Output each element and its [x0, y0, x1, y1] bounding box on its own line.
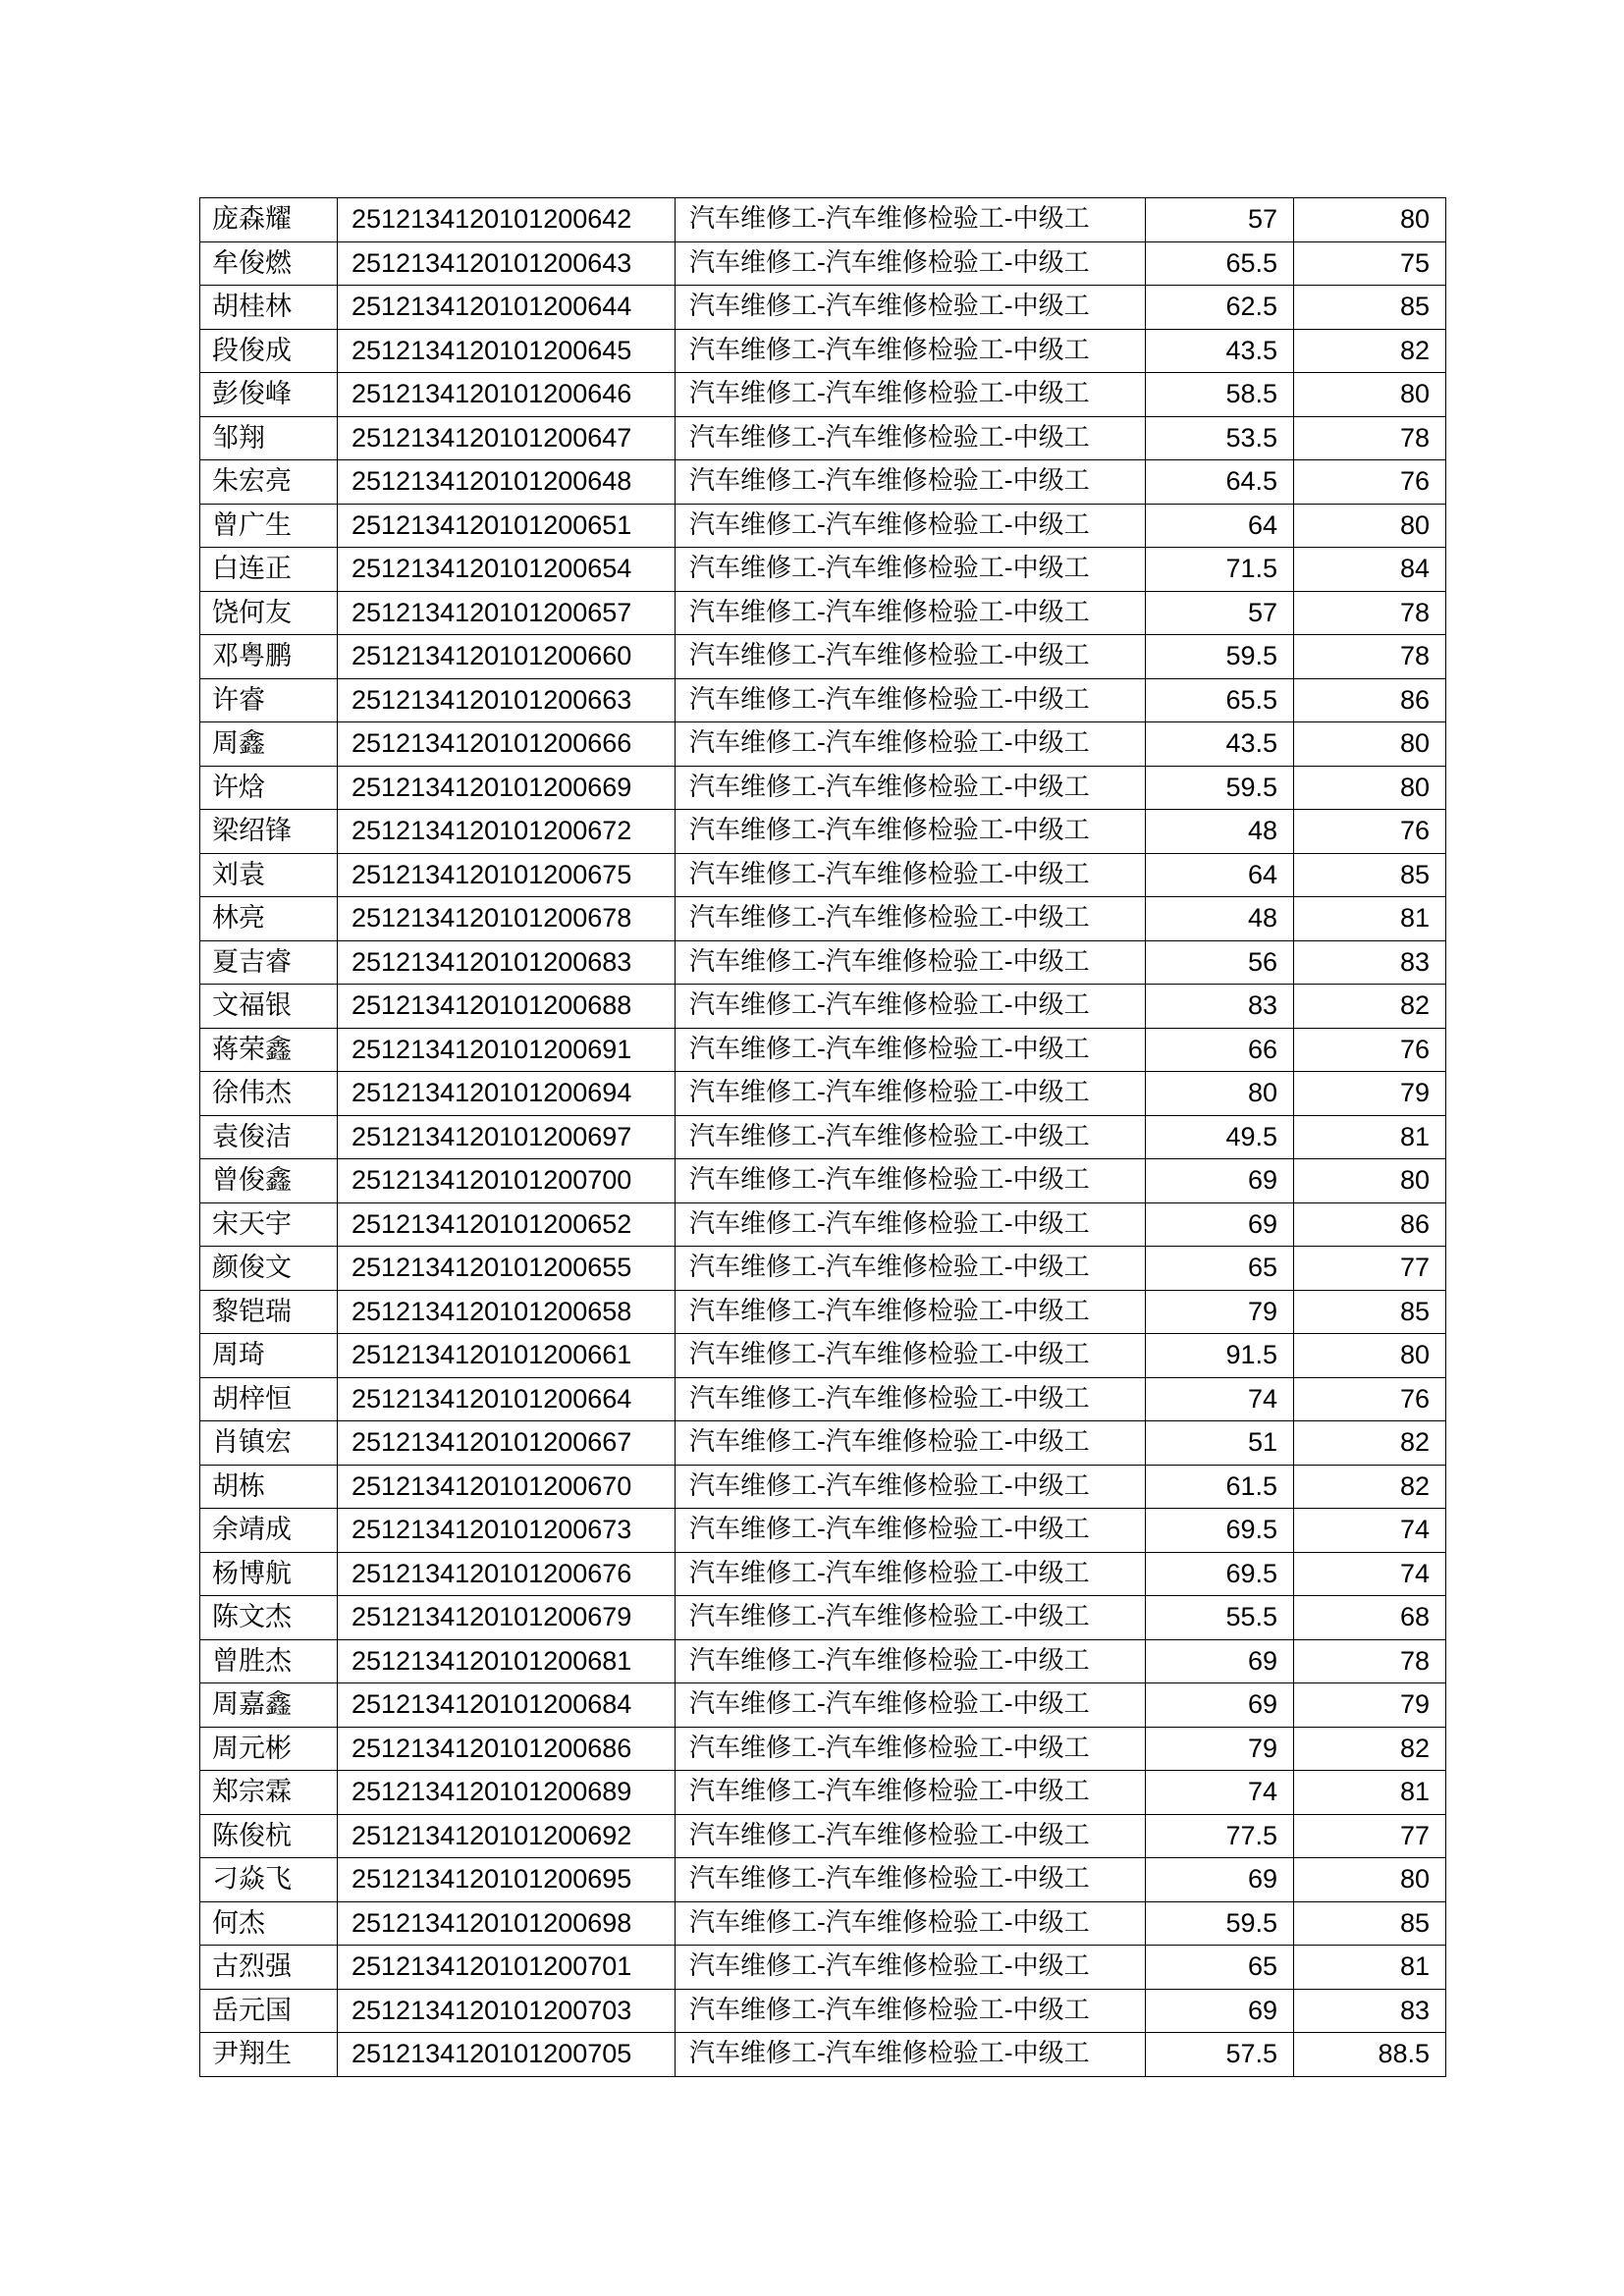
candidate-id-cell: 2512134120101200654: [338, 548, 676, 592]
occupation-cell: 汽车维修工-汽车维修检验工-中级工: [676, 2033, 1146, 2077]
candidate-id-cell: 2512134120101200697: [338, 1115, 676, 1159]
practical-score-cell: 74: [1294, 1509, 1446, 1553]
practical-score-cell: 81: [1294, 1771, 1446, 1815]
practical-score-cell: 84: [1294, 548, 1446, 592]
theory-score-cell: 55.5: [1146, 1596, 1294, 1640]
theory-score-cell: 58.5: [1146, 373, 1294, 417]
table-row: [200, 1727, 1446, 1771]
table-row: [200, 1814, 1446, 1858]
occupation-cell: 汽车维修工-汽车维修检验工-中级工: [676, 198, 1146, 242]
table-row: [200, 1858, 1446, 1902]
table-row: [200, 940, 1446, 985]
candidate-id-cell: 2512134120101200664: [338, 1377, 676, 1421]
table-row: [200, 1202, 1446, 1247]
occupation-cell: 汽车维修工-汽车维修检验工-中级工: [676, 1596, 1146, 1640]
occupation-cell: 汽车维修工-汽车维修检验工-中级工: [676, 460, 1146, 505]
occupation-cell: 汽车维修工-汽车维修检验工-中级工: [676, 1771, 1146, 1815]
candidate-name-cell: 曾胜杰: [200, 1639, 338, 1683]
candidate-id-cell: 2512134120101200644: [338, 286, 676, 330]
practical-score-cell: 79: [1294, 1683, 1446, 1728]
practical-score-cell: 80: [1294, 198, 1446, 242]
occupation-cell: 汽车维修工-汽车维修检验工-中级工: [676, 1683, 1146, 1728]
table-row: [200, 1989, 1446, 2033]
occupation-cell: 汽车维修工-汽车维修检验工-中级工: [676, 1072, 1146, 1116]
candidate-name-cell: 颜俊文: [200, 1247, 338, 1291]
practical-score-cell: 76: [1294, 810, 1446, 854]
occupation-cell: 汽车维修工-汽车维修检验工-中级工: [676, 940, 1146, 985]
candidate-name-cell: 胡栋: [200, 1465, 338, 1509]
candidate-id-cell: 2512134120101200689: [338, 1771, 676, 1815]
candidate-id-cell: 2512134120101200670: [338, 1465, 676, 1509]
practical-score-cell: 75: [1294, 241, 1446, 286]
table-row: [200, 1771, 1446, 1815]
candidate-id-cell: 2512134120101200705: [338, 2033, 676, 2077]
table-row: [200, 1028, 1446, 1072]
practical-score-cell: 85: [1294, 286, 1446, 330]
candidate-id-cell: 2512134120101200655: [338, 1247, 676, 1291]
practical-score-cell: 74: [1294, 1552, 1446, 1596]
candidate-id-cell: 2512134120101200673: [338, 1509, 676, 1553]
practical-score-cell: 76: [1294, 1377, 1446, 1421]
candidate-name-cell: 杨博航: [200, 1552, 338, 1596]
occupation-cell: 汽车维修工-汽车维修检验工-中级工: [676, 810, 1146, 854]
candidate-id-cell: 2512134120101200646: [338, 373, 676, 417]
theory-score-cell: 49.5: [1146, 1115, 1294, 1159]
candidate-name-cell: 梁绍锋: [200, 810, 338, 854]
candidate-name-cell: 宋天宇: [200, 1202, 338, 1247]
table-row: [200, 460, 1446, 505]
occupation-cell: 汽车维修工-汽车维修检验工-中级工: [676, 1814, 1146, 1858]
practical-score-cell: 78: [1294, 1639, 1446, 1683]
practical-score-cell: 77: [1294, 1814, 1446, 1858]
theory-score-cell: 79: [1146, 1727, 1294, 1771]
practical-score-cell: 82: [1294, 1421, 1446, 1466]
candidate-id-cell: 2512134120101200643: [338, 241, 676, 286]
practical-score-cell: 82: [1294, 985, 1446, 1029]
candidate-name-cell: 周鑫: [200, 722, 338, 767]
candidate-id-cell: 2512134120101200660: [338, 635, 676, 679]
occupation-cell: 汽车维修工-汽车维修检验工-中级工: [676, 1552, 1146, 1596]
occupation-cell: 汽车维修工-汽车维修检验工-中级工: [676, 1202, 1146, 1247]
candidate-name-cell: 陈文杰: [200, 1596, 338, 1640]
occupation-cell: 汽车维修工-汽车维修检验工-中级工: [676, 1858, 1146, 1902]
table-row: [200, 1639, 1446, 1683]
candidate-id-cell: 2512134120101200651: [338, 504, 676, 548]
occupation-cell: 汽车维修工-汽车维修检验工-中级工: [676, 241, 1146, 286]
candidate-id-cell: 2512134120101200701: [338, 1946, 676, 1990]
table-row: [200, 548, 1446, 592]
table-row: [200, 329, 1446, 373]
candidate-name-cell: 庞森耀: [200, 198, 338, 242]
candidate-name-cell: 何杰: [200, 1901, 338, 1946]
practical-score-cell: 85: [1294, 853, 1446, 897]
candidate-name-cell: 林亮: [200, 897, 338, 941]
theory-score-cell: 69.5: [1146, 1509, 1294, 1553]
table-row: [200, 591, 1446, 635]
candidate-id-cell: 2512134120101200681: [338, 1639, 676, 1683]
table-row: [200, 853, 1446, 897]
practical-score-cell: 79: [1294, 1072, 1446, 1116]
practical-score-cell: 82: [1294, 329, 1446, 373]
table-row: [200, 198, 1446, 242]
table-row: [200, 678, 1446, 722]
candidate-id-cell: 2512134120101200663: [338, 678, 676, 722]
occupation-cell: 汽车维修工-汽车维修检验工-中级工: [676, 1159, 1146, 1203]
occupation-cell: 汽车维修工-汽车维修检验工-中级工: [676, 591, 1146, 635]
table-row: [200, 1596, 1446, 1640]
practical-score-cell: 78: [1294, 416, 1446, 460]
theory-score-cell: 64: [1146, 853, 1294, 897]
theory-score-cell: 69: [1146, 1639, 1294, 1683]
occupation-cell: 汽车维修工-汽车维修检验工-中级工: [676, 548, 1146, 592]
theory-score-cell: 59.5: [1146, 766, 1294, 810]
occupation-cell: 汽车维修工-汽车维修检验工-中级工: [676, 1465, 1146, 1509]
candidate-name-cell: 胡梓恒: [200, 1377, 338, 1421]
candidate-id-cell: 2512134120101200683: [338, 940, 676, 985]
candidate-name-cell: 尹翔生: [200, 2033, 338, 2077]
practical-score-cell: 80: [1294, 722, 1446, 767]
candidate-id-cell: 2512134120101200694: [338, 1072, 676, 1116]
theory-score-cell: 74: [1146, 1377, 1294, 1421]
candidate-name-cell: 许睿: [200, 678, 338, 722]
candidate-name-cell: 饶何友: [200, 591, 338, 635]
theory-score-cell: 69: [1146, 1159, 1294, 1203]
candidate-name-cell: 岳元国: [200, 1989, 338, 2033]
table-row: [200, 1334, 1446, 1378]
candidate-id-cell: 2512134120101200667: [338, 1421, 676, 1466]
table-row: [200, 1509, 1446, 1553]
theory-score-cell: 65: [1146, 1247, 1294, 1291]
candidate-id-cell: 2512134120101200645: [338, 329, 676, 373]
candidate-id-cell: 2512134120101200688: [338, 985, 676, 1029]
table-row: [200, 1901, 1446, 1946]
candidate-id-cell: 2512134120101200698: [338, 1901, 676, 1946]
candidate-id-cell: 2512134120101200647: [338, 416, 676, 460]
occupation-cell: 汽车维修工-汽车维修检验工-中级工: [676, 1901, 1146, 1946]
theory-score-cell: 59.5: [1146, 1901, 1294, 1946]
occupation-cell: 汽车维修工-汽车维修检验工-中级工: [676, 853, 1146, 897]
candidate-name-cell: 邹翔: [200, 416, 338, 460]
occupation-cell: 汽车维修工-汽车维修检验工-中级工: [676, 1639, 1146, 1683]
table-row: [200, 1115, 1446, 1159]
candidate-id-cell: 2512134120101200679: [338, 1596, 676, 1640]
practical-score-cell: 82: [1294, 1465, 1446, 1509]
practical-score-cell: 76: [1294, 1028, 1446, 1072]
candidate-name-cell: 曾广生: [200, 504, 338, 548]
occupation-cell: 汽车维修工-汽车维修检验工-中级工: [676, 286, 1146, 330]
theory-score-cell: 66: [1146, 1028, 1294, 1072]
theory-score-cell: 69: [1146, 1989, 1294, 2033]
candidate-id-cell: 2512134120101200686: [338, 1727, 676, 1771]
occupation-cell: 汽车维修工-汽车维修检验工-中级工: [676, 416, 1146, 460]
candidate-id-cell: 2512134120101200691: [338, 1028, 676, 1072]
occupation-cell: 汽车维修工-汽车维修检验工-中级工: [676, 329, 1146, 373]
table-row: [200, 2033, 1446, 2077]
theory-score-cell: 69: [1146, 1683, 1294, 1728]
candidate-name-cell: 段俊成: [200, 329, 338, 373]
table-row: [200, 635, 1446, 679]
candidate-name-cell: 刁焱飞: [200, 1858, 338, 1902]
theory-score-cell: 77.5: [1146, 1814, 1294, 1858]
occupation-cell: 汽车维修工-汽车维修检验工-中级工: [676, 678, 1146, 722]
theory-score-cell: 43.5: [1146, 329, 1294, 373]
occupation-cell: 汽车维修工-汽车维修检验工-中级工: [676, 1727, 1146, 1771]
candidate-id-cell: 2512134120101200652: [338, 1202, 676, 1247]
table-row: [200, 1072, 1446, 1116]
table-row: [200, 985, 1446, 1029]
practical-score-cell: 78: [1294, 591, 1446, 635]
theory-score-cell: 48: [1146, 897, 1294, 941]
practical-score-cell: 68: [1294, 1596, 1446, 1640]
occupation-cell: 汽车维修工-汽车维修检验工-中级工: [676, 1946, 1146, 1990]
candidate-id-cell: 2512134120101200675: [338, 853, 676, 897]
table-row: [200, 722, 1446, 767]
candidate-id-cell: 2512134120101200672: [338, 810, 676, 854]
theory-score-cell: 48: [1146, 810, 1294, 854]
occupation-cell: 汽车维修工-汽车维修检验工-中级工: [676, 1509, 1146, 1553]
table-row: [200, 373, 1446, 417]
theory-score-cell: 57: [1146, 198, 1294, 242]
practical-score-cell: 80: [1294, 504, 1446, 548]
candidate-name-cell: 白连正: [200, 548, 338, 592]
theory-score-cell: 65: [1146, 1946, 1294, 1990]
candidate-name-cell: 曾俊鑫: [200, 1159, 338, 1203]
occupation-cell: 汽车维修工-汽车维修检验工-中级工: [676, 897, 1146, 941]
candidate-id-cell: 2512134120101200678: [338, 897, 676, 941]
score-table: [199, 197, 1446, 2077]
candidate-id-cell: 2512134120101200700: [338, 1159, 676, 1203]
candidate-name-cell: 胡桂林: [200, 286, 338, 330]
practical-score-cell: 83: [1294, 940, 1446, 985]
table-row: [200, 810, 1446, 854]
candidate-name-cell: 周琦: [200, 1334, 338, 1378]
candidate-name-cell: 邓粤鹏: [200, 635, 338, 679]
practical-score-cell: 81: [1294, 1946, 1446, 1990]
candidate-name-cell: 周嘉鑫: [200, 1683, 338, 1728]
theory-score-cell: 56: [1146, 940, 1294, 985]
theory-score-cell: 59.5: [1146, 635, 1294, 679]
score-table-body: [200, 198, 1446, 2077]
theory-score-cell: 51: [1146, 1421, 1294, 1466]
candidate-id-cell: 2512134120101200695: [338, 1858, 676, 1902]
theory-score-cell: 79: [1146, 1290, 1294, 1334]
occupation-cell: 汽车维修工-汽车维修检验工-中级工: [676, 1421, 1146, 1466]
practical-score-cell: 80: [1294, 1334, 1446, 1378]
candidate-id-cell: 2512134120101200661: [338, 1334, 676, 1378]
theory-score-cell: 91.5: [1146, 1334, 1294, 1378]
theory-score-cell: 69: [1146, 1202, 1294, 1247]
candidate-name-cell: 刘袁: [200, 853, 338, 897]
occupation-cell: 汽车维修工-汽车维修检验工-中级工: [676, 1115, 1146, 1159]
practical-score-cell: 78: [1294, 635, 1446, 679]
candidate-name-cell: 朱宏亮: [200, 460, 338, 505]
candidate-id-cell: 2512134120101200657: [338, 591, 676, 635]
candidate-name-cell: 蒋荣鑫: [200, 1028, 338, 1072]
theory-score-cell: 43.5: [1146, 722, 1294, 767]
candidate-id-cell: 2512134120101200642: [338, 198, 676, 242]
practical-score-cell: 80: [1294, 373, 1446, 417]
occupation-cell: 汽车维修工-汽车维修检验工-中级工: [676, 1028, 1146, 1072]
table-row: [200, 241, 1446, 286]
practical-score-cell: 77: [1294, 1247, 1446, 1291]
theory-score-cell: 65.5: [1146, 678, 1294, 722]
table-row: [200, 1247, 1446, 1291]
candidate-name-cell: 彭俊峰: [200, 373, 338, 417]
theory-score-cell: 64: [1146, 504, 1294, 548]
theory-score-cell: 62.5: [1146, 286, 1294, 330]
theory-score-cell: 80: [1146, 1072, 1294, 1116]
candidate-name-cell: 余靖成: [200, 1509, 338, 1553]
candidate-id-cell: 2512134120101200666: [338, 722, 676, 767]
occupation-cell: 汽车维修工-汽车维修检验工-中级工: [676, 1334, 1146, 1378]
candidate-id-cell: 2512134120101200669: [338, 766, 676, 810]
table-row: [200, 286, 1446, 330]
candidate-name-cell: 陈俊杭: [200, 1814, 338, 1858]
theory-score-cell: 83: [1146, 985, 1294, 1029]
occupation-cell: 汽车维修工-汽车维修检验工-中级工: [676, 1377, 1146, 1421]
candidate-id-cell: 2512134120101200648: [338, 460, 676, 505]
table-row: [200, 1290, 1446, 1334]
table-row: [200, 504, 1446, 548]
theory-score-cell: 69: [1146, 1858, 1294, 1902]
occupation-cell: 汽车维修工-汽车维修检验工-中级工: [676, 1290, 1146, 1334]
occupation-cell: 汽车维修工-汽车维修检验工-中级工: [676, 1989, 1146, 2033]
occupation-cell: 汽车维修工-汽车维修检验工-中级工: [676, 985, 1146, 1029]
occupation-cell: 汽车维修工-汽车维修检验工-中级工: [676, 373, 1146, 417]
table-row: [200, 1683, 1446, 1728]
practical-score-cell: 86: [1294, 1202, 1446, 1247]
occupation-cell: 汽车维修工-汽车维修检验工-中级工: [676, 504, 1146, 548]
candidate-name-cell: 牟俊燃: [200, 241, 338, 286]
practical-score-cell: 83: [1294, 1989, 1446, 2033]
practical-score-cell: 85: [1294, 1290, 1446, 1334]
practical-score-cell: 88.5: [1294, 2033, 1446, 2077]
table-row: [200, 416, 1446, 460]
practical-score-cell: 76: [1294, 460, 1446, 505]
candidate-name-cell: 许焓: [200, 766, 338, 810]
table-row: [200, 766, 1446, 810]
candidate-id-cell: 2512134120101200676: [338, 1552, 676, 1596]
candidate-name-cell: 肖镇宏: [200, 1421, 338, 1466]
practical-score-cell: 82: [1294, 1727, 1446, 1771]
theory-score-cell: 74: [1146, 1771, 1294, 1815]
table-row: [200, 1946, 1446, 1990]
table-row: [200, 897, 1446, 941]
table-row: [200, 1159, 1446, 1203]
practical-score-cell: 85: [1294, 1901, 1446, 1946]
candidate-name-cell: 周元彬: [200, 1727, 338, 1771]
theory-score-cell: 71.5: [1146, 548, 1294, 592]
candidate-name-cell: 夏吉睿: [200, 940, 338, 985]
theory-score-cell: 57.5: [1146, 2033, 1294, 2077]
theory-score-cell: 65.5: [1146, 241, 1294, 286]
candidate-id-cell: 2512134120101200692: [338, 1814, 676, 1858]
table-row: [200, 1552, 1446, 1596]
theory-score-cell: 69.5: [1146, 1552, 1294, 1596]
theory-score-cell: 61.5: [1146, 1465, 1294, 1509]
candidate-id-cell: 2512134120101200658: [338, 1290, 676, 1334]
candidate-id-cell: 2512134120101200703: [338, 1989, 676, 2033]
table-row: [200, 1465, 1446, 1509]
practical-score-cell: 81: [1294, 897, 1446, 941]
practical-score-cell: 80: [1294, 1159, 1446, 1203]
candidate-id-cell: 2512134120101200684: [338, 1683, 676, 1728]
practical-score-cell: 80: [1294, 766, 1446, 810]
occupation-cell: 汽车维修工-汽车维修检验工-中级工: [676, 766, 1146, 810]
practical-score-cell: 86: [1294, 678, 1446, 722]
occupation-cell: 汽车维修工-汽车维修检验工-中级工: [676, 1247, 1146, 1291]
table-row: [200, 1421, 1446, 1466]
candidate-name-cell: 古烈强: [200, 1946, 338, 1990]
candidate-name-cell: 文福银: [200, 985, 338, 1029]
table-row: [200, 1377, 1446, 1421]
candidate-name-cell: 徐伟杰: [200, 1072, 338, 1116]
occupation-cell: 汽车维修工-汽车维修检验工-中级工: [676, 722, 1146, 767]
practical-score-cell: 80: [1294, 1858, 1446, 1902]
candidate-name-cell: 袁俊洁: [200, 1115, 338, 1159]
practical-score-cell: 81: [1294, 1115, 1446, 1159]
theory-score-cell: 57: [1146, 591, 1294, 635]
candidate-name-cell: 黎铠瑞: [200, 1290, 338, 1334]
theory-score-cell: 53.5: [1146, 416, 1294, 460]
occupation-cell: 汽车维修工-汽车维修检验工-中级工: [676, 635, 1146, 679]
candidate-name-cell: 郑宗霖: [200, 1771, 338, 1815]
theory-score-cell: 64.5: [1146, 460, 1294, 505]
